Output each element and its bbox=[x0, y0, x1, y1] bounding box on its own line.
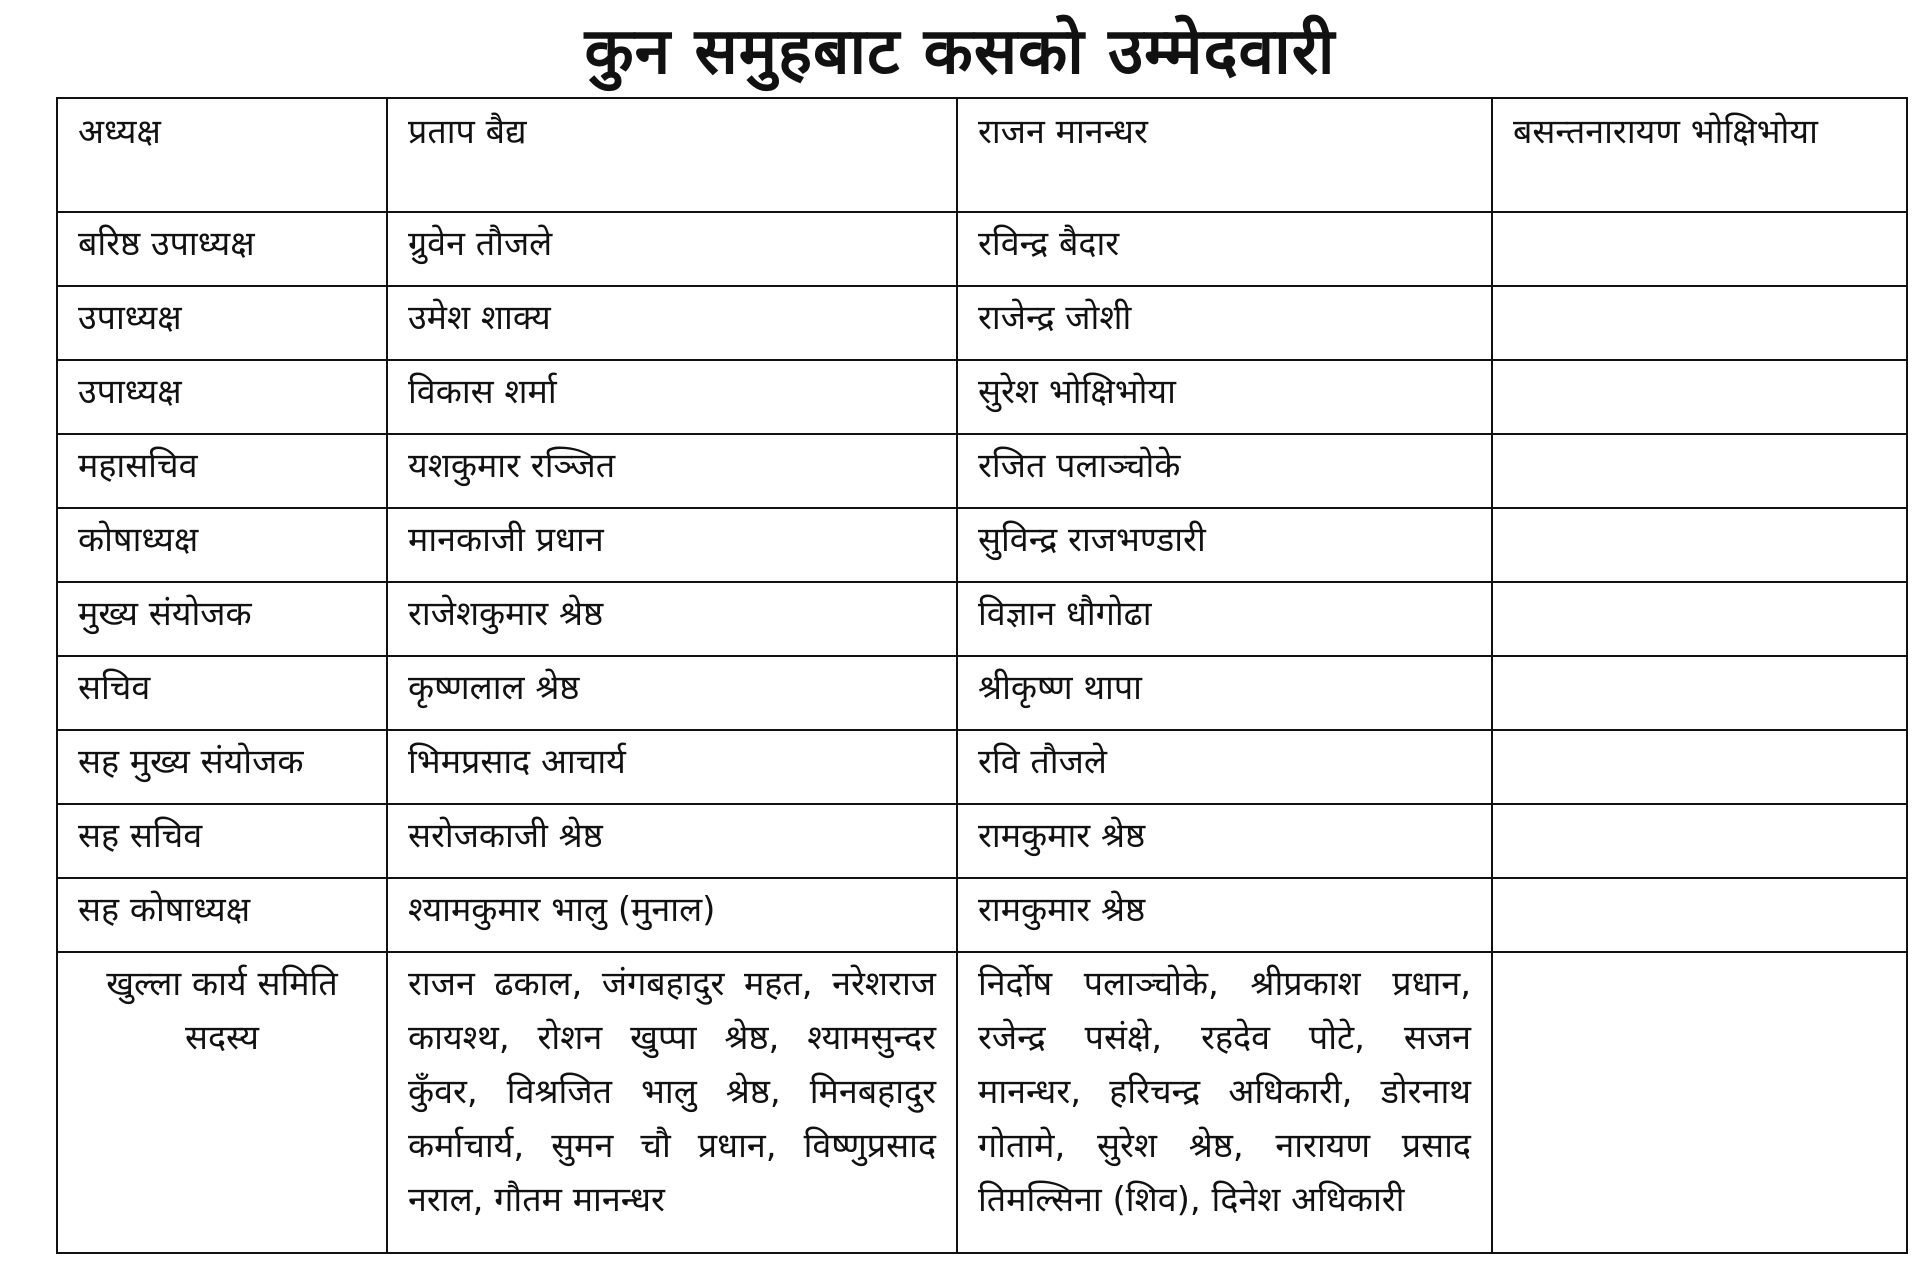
panel-2-candidate: रामकुमार श्रेष्ठ bbox=[978, 890, 1146, 930]
panel-2-cell bbox=[957, 360, 1492, 434]
panel-1-cell bbox=[387, 804, 957, 878]
table-row bbox=[57, 730, 1907, 804]
panel-2-cell bbox=[957, 508, 1492, 582]
panel-3-cell bbox=[1492, 582, 1907, 656]
open-members-panel-1-names: राजन ढकाल, जंगबहादुर महत, नरेशराज कायश्थ, रोशन खुप्पा श्रेष्ठ, श्यामसुन्दर कुँवर, विश्रजित भालु श्रेष्ठ, मिनबहादुर कर्माचार्य, सुमन चौ प्रधान, विष्णुप्रसाद नराल, गौतम मानन्धर bbox=[408, 964, 936, 1220]
table-row bbox=[57, 878, 1907, 952]
panel-1-cell bbox=[387, 212, 957, 286]
panel-1-cell bbox=[387, 730, 957, 804]
panel-3-cell bbox=[1492, 212, 1907, 286]
position-cell bbox=[57, 656, 387, 730]
panel-1-candidate: मानकाजी प्रधान bbox=[408, 520, 604, 560]
position-label: सचिव bbox=[78, 668, 151, 708]
header-cell-panel-1 bbox=[387, 98, 957, 212]
panel-3-cell bbox=[1492, 286, 1907, 360]
position-label: सह मुख्य संयोजक bbox=[78, 742, 304, 782]
panel-2-cell bbox=[957, 878, 1492, 952]
panel-1-candidate: राजेशकुमार श्रेष्ठ bbox=[408, 594, 604, 634]
panel-2-candidate: श्रीकृष्ण थापा bbox=[978, 668, 1142, 708]
panel-1-candidate: उमेश शाक्य bbox=[408, 298, 551, 338]
header-cell-panel-3 bbox=[1492, 98, 1907, 212]
page-title: कुन समुहबाट कसको उम्मेदवारी bbox=[584, 15, 1336, 89]
panel-2-candidate: रजित पलाञ्चोके bbox=[978, 446, 1181, 486]
position-cell bbox=[57, 434, 387, 508]
position-label: कोषाध्यक्ष bbox=[78, 520, 199, 560]
position-cell bbox=[57, 360, 387, 434]
position-cell bbox=[57, 582, 387, 656]
position-cell bbox=[57, 878, 387, 952]
panel-2-cell bbox=[957, 582, 1492, 656]
position-label: उपाध्यक्ष bbox=[78, 298, 182, 338]
panel-1-cell bbox=[387, 878, 957, 952]
header-panel-1-label: प्रताप बैद्य bbox=[408, 112, 527, 152]
panel-2-candidate: सुविन्द्र राजभण्डारी bbox=[978, 520, 1206, 560]
panel-2-cell bbox=[957, 804, 1492, 878]
panel-1-cell bbox=[387, 434, 957, 508]
open-members-panel-2-names: निर्दोष पलाञ्चोके, श्रीप्रकाश प्रधान, रजेन्द्र पसंक्षे, रहदेव पोटे, सजन मानन्धर, हरिचन्द्र अधिकारी, डोरनाथ गोतामे, सुरेश श्रेष्ठ, नारायण प्रसाद तिमल्सिना (शिव), दिनेश अधिकारी bbox=[978, 964, 1471, 1220]
position-cell bbox=[57, 286, 387, 360]
panel-3-cell bbox=[1492, 508, 1907, 582]
panel-2-candidate: रविन्द्र बैदार bbox=[978, 224, 1120, 264]
header-panel-3-label: बसन्तनारायण भोक्षिभोया bbox=[1513, 112, 1818, 152]
position-label: मुख्य संयोजक bbox=[78, 594, 252, 634]
header-position-label: अध्यक्ष bbox=[78, 112, 161, 152]
panel-1-cell bbox=[387, 360, 957, 434]
position-cell bbox=[57, 730, 387, 804]
panel-1-candidate: विकास शर्मा bbox=[408, 372, 557, 412]
panel-2-cell bbox=[957, 434, 1492, 508]
panel-3-cell bbox=[1492, 656, 1907, 730]
header-panel-2-label: राजन मानन्धर bbox=[978, 112, 1148, 152]
panel-3-cell bbox=[1492, 804, 1907, 878]
position-cell bbox=[57, 508, 387, 582]
table-row bbox=[57, 286, 1907, 360]
table-row bbox=[57, 656, 1907, 730]
panel-1-candidate: ग्रुवेन तौजले bbox=[408, 224, 553, 264]
candidates-table bbox=[56, 97, 1908, 1254]
panel-1-candidate: श्यामकुमार भालु (मुनाल) bbox=[408, 890, 716, 930]
panel-2-candidate: राजेन्द्र जोशी bbox=[978, 298, 1132, 338]
open-members-panel-3-cell bbox=[1492, 952, 1907, 1253]
header-cell-panel-2 bbox=[957, 98, 1492, 212]
position-label: सह कोषाध्यक्ष bbox=[78, 890, 251, 930]
panel-2-candidate: विज्ञान धौगोढा bbox=[978, 594, 1152, 634]
panel-1-candidate: भिमप्रसाद आचार्य bbox=[408, 742, 626, 782]
position-cell bbox=[57, 212, 387, 286]
panel-2-cell bbox=[957, 730, 1492, 804]
table-row bbox=[57, 582, 1907, 656]
open-members-row bbox=[57, 952, 1907, 1253]
panel-2-candidate: रवि तौजले bbox=[978, 742, 1107, 782]
position-cell bbox=[57, 804, 387, 878]
panel-3-cell bbox=[1492, 360, 1907, 434]
panel-2-cell bbox=[957, 656, 1492, 730]
panel-1-cell bbox=[387, 656, 957, 730]
table-row bbox=[57, 434, 1907, 508]
panel-1-candidate: सरोजकाजी श्रेष्ठ bbox=[408, 816, 603, 856]
panel-3-cell bbox=[1492, 730, 1907, 804]
panel-2-cell bbox=[957, 286, 1492, 360]
open-members-panel-2-cell bbox=[957, 952, 1492, 1253]
table-row bbox=[57, 212, 1907, 286]
panel-1-cell bbox=[387, 582, 957, 656]
panel-3-cell bbox=[1492, 878, 1907, 952]
position-label: बरिष्ठ उपाध्यक्ष bbox=[78, 224, 255, 264]
panel-1-candidate: कृष्णलाल श्रेष्ठ bbox=[408, 668, 580, 708]
header-cell-position bbox=[57, 98, 387, 212]
panel-2-candidate: रामकुमार श्रेष्ठ bbox=[978, 816, 1146, 856]
table-row bbox=[57, 508, 1907, 582]
panel-2-candidate: सुरेश भोक्षिभोया bbox=[978, 372, 1176, 412]
table-row bbox=[57, 360, 1907, 434]
table-row bbox=[57, 804, 1907, 878]
panel-1-candidate: यशकुमार रञ्जित bbox=[408, 446, 616, 486]
position-label: महासचिव bbox=[78, 446, 198, 486]
open-members-position-cell bbox=[57, 952, 387, 1253]
panel-2-cell bbox=[957, 212, 1492, 286]
panel-1-cell bbox=[387, 508, 957, 582]
panel-1-cell bbox=[387, 286, 957, 360]
position-label: सह सचिव bbox=[78, 816, 203, 856]
open-members-panel-1-cell bbox=[387, 952, 957, 1253]
panel-3-cell bbox=[1492, 434, 1907, 508]
position-label: उपाध्यक्ष bbox=[78, 372, 182, 412]
table-header-row bbox=[57, 98, 1907, 212]
open-members-label: खुल्ला कार्य समिति सदस्य bbox=[106, 964, 338, 1058]
